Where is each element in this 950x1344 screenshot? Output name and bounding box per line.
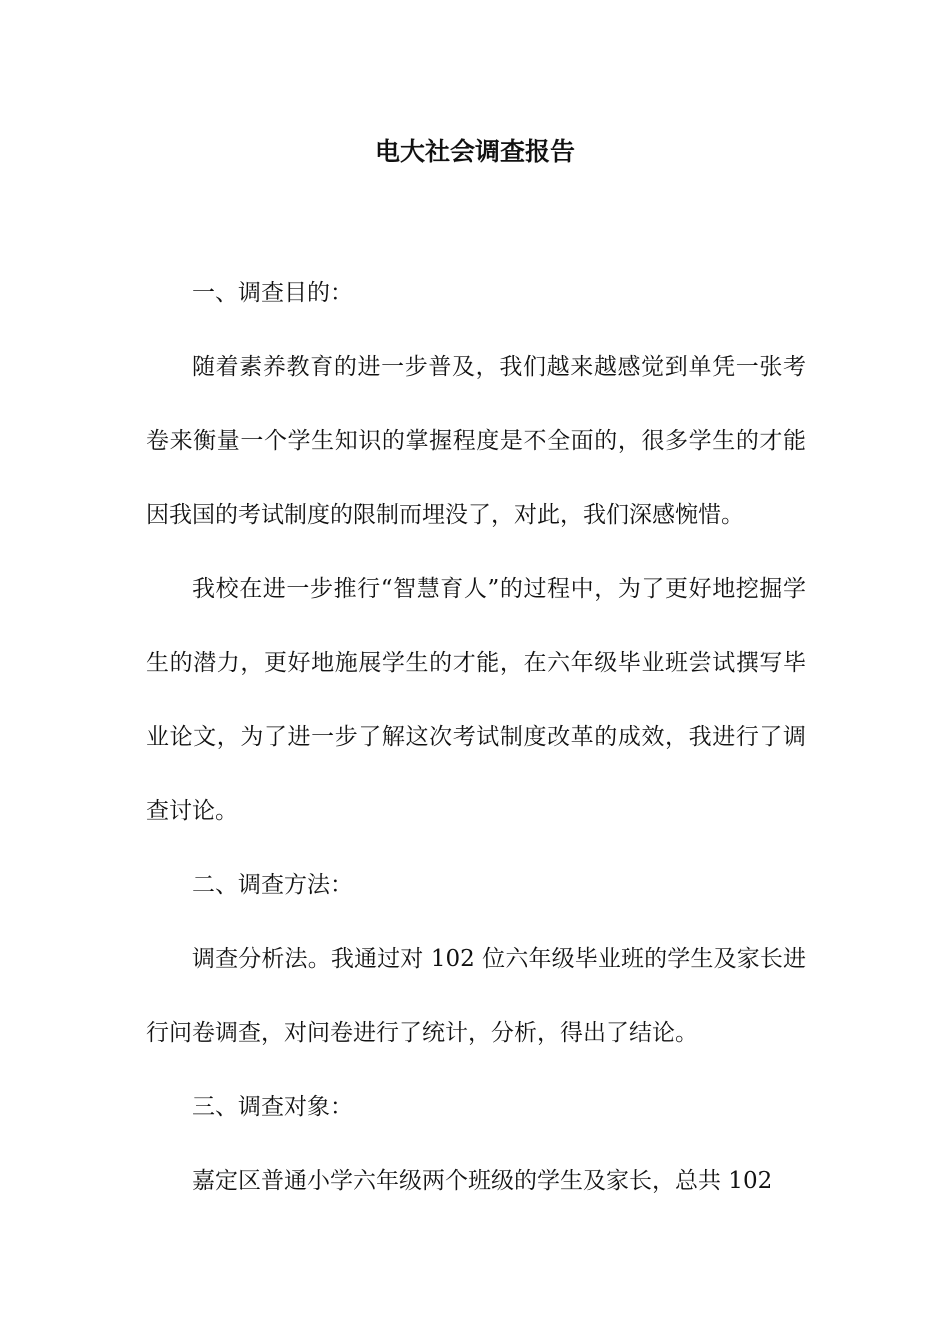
- section-heading-subject: 三、调查对象：: [192, 1094, 353, 1120]
- section-heading-method: 二、调查方法：: [192, 872, 353, 898]
- section-heading-purpose: 一、调查目的：: [192, 280, 353, 306]
- document-title: 电大社会调查报告: [374, 137, 575, 166]
- paragraph-subject: 嘉定区普通小学六年级两个班级的学生及家长，总共 102: [192, 1168, 773, 1194]
- paragraph-purpose-1: 随着素养教育的进一步普及，我们越来越感觉到单凭一张考卷来衡量一个学生知识的掌握程度是不全面的，很多学生的才能因我国的考试制度的限制而埋没了，对此，我们深感惋惜。: [146, 354, 806, 528]
- paragraph-purpose-2: 我校在进一步推行“智慧育人”的过程中，为了更好地挖掘学生的潜力，更好地施展学生的才能，在六年级毕业班尝试撰写毕业论文，为了进一步了解这次考试制度改革的成效，我进行了调查讨论。: [146, 576, 806, 824]
- document-body: [146, 256, 806, 1218]
- paragraph-method: 调查分析法。我通过对 102 位六年级毕业班的学生及家长进行问卷调查，对问卷进行了统计，分析，得出了结论。: [146, 946, 806, 1046]
